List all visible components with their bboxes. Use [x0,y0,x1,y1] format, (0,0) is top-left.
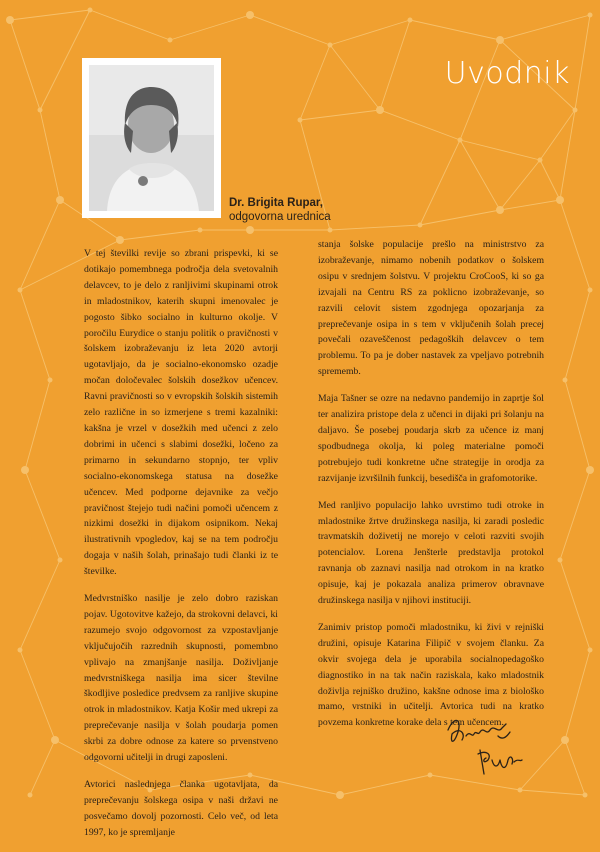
network-line [500,200,560,210]
network-node [6,16,14,24]
network-line [330,225,420,230]
network-node [336,791,344,799]
network-line [330,45,380,110]
network-line [20,650,55,740]
network-line [575,15,590,110]
network-node [246,11,254,19]
network-node [328,43,333,48]
network-line [560,110,575,200]
network-line [10,10,90,20]
network-line [330,20,410,45]
author-role: odgovorna urednica [229,211,331,223]
network-line [460,140,540,160]
paragraph: stanja šolske populacije prešlo na ministrstvo za izobraževanje, nimamo nobenih podatkov o šolskem osipu v srednjem šolstvu. V projektu CroCooS, ki so ga izvajali na Centru RS za poklicno izobraževanje, so razvili celovit sistem zgodnjega opozarjanja za preprečevanje osipa in s tem v vključenih šolah precej povečali ozaveščenost pedagoških delavcev o tem problemu. To pa je dober nastavek za vpeljavo potrebnih sprememb. [318,239,544,378]
network-line [565,380,590,470]
network-line [540,160,560,200]
network-node [588,288,593,293]
network-node [518,788,523,793]
network-line [20,200,60,290]
network-node [573,108,578,113]
network-line [90,10,170,40]
network-node [28,793,33,798]
network-node [418,223,423,228]
network-node [458,138,463,143]
network-node [21,466,29,474]
author-name-comma: , [319,197,323,209]
network-line [380,110,460,140]
network-line [565,650,590,740]
network-line [300,110,380,120]
network-node [496,206,504,214]
network-node [18,288,23,293]
paragraph: Medvrstniško nasilje je zelo dobro raziskan pojav. Ugotovitve kažejo, da strokovni delavci, ki razumejo svojo odgovornost za vzpostavljanje vključujočih razrednih skupnosti, pomembno vplivajo na zmanjšanje nasilja. Doživljanje medvrstniškega nasilja ima sicer številne škodljive posledice predvsem za ranljive skupine otrok in mladostnikov. Katja Košir med ukrepi za preprečevanje nasilja v šolah poudarja pomen skrbi za dobre odnose za katere so prvenstveno odgovorni učitelji in drugi zaposleni. [84,593,278,764]
network-node [56,196,64,204]
network-line [420,210,500,225]
network-node [198,228,203,233]
network-node [38,108,43,113]
network-node [116,236,124,244]
network-line [520,790,585,795]
network-line [30,740,55,795]
network-line [25,380,50,470]
network-line [460,140,500,210]
network-node [538,158,543,163]
network-line [170,15,250,40]
network-line [560,560,590,650]
network-line [420,140,460,225]
network-node [168,38,173,43]
network-line [250,15,330,45]
paragraph: V tej številki revije so zbrani prispevki, ki se dotikajo pomembnega področja dela svetovalnih delavcev, to je delo z ranljivimi skupinami otrok in mladostnikov, katerih skupni imenovalec je pogosto šibko socialno in kulturno okolje. V poročilu Eurydice o stanju politik o pravičnosti v šolskem izobraževanju iz leta 2020 avtorji ugotavljajo, da je socialno-ekonomsko ozadje močan določevalec šolskih dosežkov učencev. Ravni pravičnosti so v evropskih šolskih sistemih zelo različne in so izmerjene s tremi kazalniki: kakšna je vrzel v dosežkih med učenci z zelo dobrimi in učenci s slabimi dosežki, ločeno za primarno in sekundarno stopnjo, ter vpliv socialno-ekonomskega statusa na dosežke učencev. Med podporne dejavnike za večjo pravičnost štejejo tudi načini pomoči učencem z nizkimi dosežki in dijakom osipnikom. Nekaj ilustrativnih vpogledov, kaj se na tem področju dogaja v naših šolah, prinašajo tudi članki iz te številke. [84,248,278,578]
network-node [51,736,59,744]
network-node [88,8,93,13]
network-node [328,228,333,233]
page-title: Uvodnik [444,56,570,91]
network-line [500,15,590,40]
paragraph: Avtorici naslednjega članka ugotavljata, da preprečevanju šolskega osipa v naši državi ne posvečamo dovolj pozornosti. Celo več, od leta 1997, ko je spremljanje [84,779,278,838]
network-line [540,110,575,160]
network-line [380,20,410,110]
network-line [10,20,40,110]
network-node [58,558,63,563]
network-node [298,118,303,123]
author-name: Dr. Brigita Rupar [229,197,320,209]
network-line [300,45,330,120]
paragraph: Med ranljivo populacijo lahko uvrstimo tudi otroke in mladostnike žrtve družinskega nasilja, ki zaradi posledic travmatskih doživetij ne morejo v celoti razviti svojih potencialov. Lorena Jenšterle predstavlja protokol ravnanja ob zaznavi nasilja nad otrokom in na kratko opisuje, kaj je pokazala analiza primerov obravnave družinskega nasilja v njihovi instituciji. [318,499,544,607]
network-node [408,18,413,23]
network-line [40,110,60,200]
paragraph: Zanimiv pristop pomoči mladostniku, ki živi v rejniški družini, opisuje Katarina Filipič v svojem članku. Za okvir svojega dela je uporabila socialnopedagoško diagnostiko in na tak način raziskala, kako mladostnik doživlja rejniško družino, kakšne odnose ima z biološko mamo, vrstniki in učitelji. Avtorica tudi na kratko povzema konkretne korake dela s tem učencem. [318,621,544,729]
network-node [588,13,593,18]
network-line [120,230,200,240]
network-line [340,775,430,795]
network-line [560,200,590,290]
network-line [500,160,540,210]
network-node [496,36,504,44]
network-line [560,470,590,560]
signature [440,710,532,782]
author-photo-frame [82,58,221,218]
network-line [410,20,500,40]
network-node [556,196,564,204]
network-line [565,290,590,380]
network-node [18,648,23,653]
right-column [318,237,544,742]
network-node [561,736,569,744]
network-node [588,648,593,653]
network-node [586,466,594,474]
left-column [84,246,278,852]
network-node [428,773,433,778]
paragraph: Maja Tašner se ozre na nedavno pandemijo in zaprtje šol ter analizira pristope dela z učenci in dijaki pri šolanju na daljavo. Še posebej poudarja skrb za učence iz manj spodbudnega okolja, ki poleg materialne pomoči potrebujejo tudi konkretne učne strategije in orodja za razvijanje izvršilnih funkcij, besedišča in grafomotorike. [318,393,544,484]
author-block [229,196,331,224]
network-node [48,378,53,383]
network-line [20,560,60,650]
author-photo [89,65,214,211]
network-node [563,378,568,383]
network-node [376,106,384,114]
network-node [583,793,588,798]
network-line [20,290,50,380]
network-node [246,226,254,234]
network-line [25,470,60,560]
network-line [565,740,585,795]
network-node [558,558,563,563]
